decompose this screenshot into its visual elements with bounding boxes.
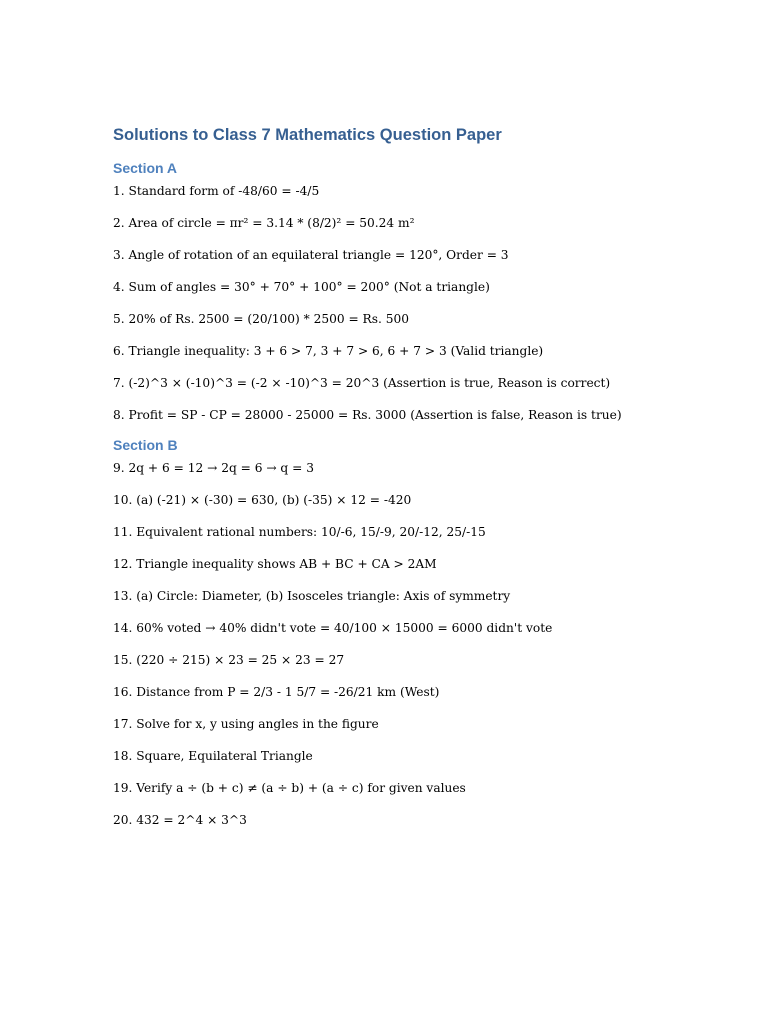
answer-9: 9. 2q + 6 = 12 → 2q = 6 → q = 3 <box>113 461 314 475</box>
answer-17: 17. Solve for x, y using angles in the figure <box>113 717 379 731</box>
answer-2: 2. Area of circle = πr² = 3.14 * (8/2)² = 50.24 m² <box>113 216 415 230</box>
answer-15: 15. (220 ÷ 215) × 23 = 25 × 23 = 27 <box>113 653 345 667</box>
answer-19: 19. Verify a ÷ (b + c) ≠ (a ÷ b) + (a ÷ c) for given values <box>113 781 466 795</box>
answer-10: 10. (a) (-21) × (-30) = 630, (b) (-35) × 12 = -420 <box>113 493 412 507</box>
section-b-heading: Section B <box>113 437 178 453</box>
answer-11: 11. Equivalent rational numbers: 10/-6, 15/-9, 20/-12, 25/-15 <box>113 525 486 539</box>
section-b-answer-list <box>113 460 713 828</box>
answer-7: 7. (-2)^3 × (-10)^3 = (-2 × -10)^3 = 20^3 (Assertion is true, Reason is correct) <box>113 376 611 390</box>
answer-1: 1. Standard form of -48/60 = -4/5 <box>113 184 320 198</box>
answer-4: 4. Sum of angles = 30° + 70° + 100° = 200° (Not a triangle) <box>113 280 490 294</box>
document-title: Solutions to Class 7 Mathematics Question Paper <box>113 126 502 144</box>
answer-6: 6. Triangle inequality: 3 + 6 > 7, 3 + 7 > 6, 6 + 7 > 3 (Valid triangle) <box>113 344 544 358</box>
section-a-answer-list <box>113 183 713 423</box>
answer-8: 8. Profit = SP - CP = 28000 - 25000 = Rs. 3000 (Assertion is false, Reason is true) <box>113 408 622 422</box>
answer-16: 16. Distance from P = 2/3 - 1 5/7 = -26/21 km (West) <box>113 685 440 699</box>
document-body <box>113 124 713 844</box>
answer-13: 13. (a) Circle: Diameter, (b) Isosceles triangle: Axis of symmetry <box>113 589 511 603</box>
answer-14: 14. 60% voted → 40% didn't vote = 40/100 × 15000 = 6000 didn't vote <box>113 621 553 635</box>
answer-12: 12. Triangle inequality shows AB + BC + CA > 2AM <box>113 557 437 571</box>
answer-5: 5. 20% of Rs. 2500 = (20/100) * 2500 = Rs. 500 <box>113 312 409 326</box>
answer-3: 3. Angle of rotation of an equilateral triangle = 120°, Order = 3 <box>113 248 509 262</box>
answer-18: 18. Square, Equilateral Triangle <box>113 749 313 763</box>
section-a-heading: Section A <box>113 160 178 176</box>
answer-20: 20. 432 = 2^4 × 3^3 <box>113 813 247 827</box>
